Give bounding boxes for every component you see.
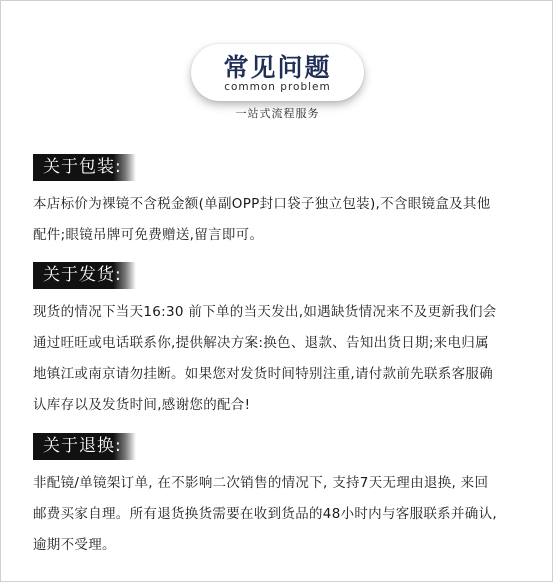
page-title: 常见问题 xyxy=(223,53,332,82)
body-line: 地镇江或南京请勿挂断。如果您对发货时间特别注重,请付款前先联系客服确 xyxy=(33,366,493,382)
section-body-packaging xyxy=(33,189,533,251)
section-body-shipping xyxy=(33,297,533,421)
body-line: 非配镜/单镜架订单, 在不影响二次销售的情况下, 支持7天无理由退换, 来回 xyxy=(33,475,489,491)
body-line: 认库存以及发货时间,感谢您的配合! xyxy=(33,397,251,413)
body-line: 逾期不受理。 xyxy=(33,537,116,553)
section-packaging xyxy=(33,154,533,251)
body-line: 邮费买家自理。所有退货换货需要在收到货品的48小时内与客服联系并确认, xyxy=(33,506,497,522)
section-body-returns xyxy=(33,468,533,561)
section-returns xyxy=(33,433,533,561)
section-label-packaging: 关于包装: xyxy=(33,154,136,181)
faq-header xyxy=(1,1,553,131)
page-tagline: 一站式流程服务 xyxy=(235,107,320,120)
body-line: 通过旺旺或电话联系你,提供解决方案:换色、退款、告知出货日期;来电归属 xyxy=(33,335,489,351)
body-line: 配件;眼镜吊牌可免费赠送,留言即可。 xyxy=(33,227,264,243)
section-label-returns: 关于退换: xyxy=(33,433,136,460)
body-line: 现货的情况下当天16:30 前下单的当天发出,如遇缺货情况来不及更新我们会 xyxy=(33,304,497,320)
section-shipping xyxy=(33,262,533,421)
page-subtitle-en: common problem xyxy=(224,81,331,93)
section-label-shipping: 关于发货: xyxy=(33,262,136,289)
body-line: 本店标价为裸镜不含税金额(单副OPP封口袋子独立包装),不含眼镜盒及其他 xyxy=(33,196,491,212)
